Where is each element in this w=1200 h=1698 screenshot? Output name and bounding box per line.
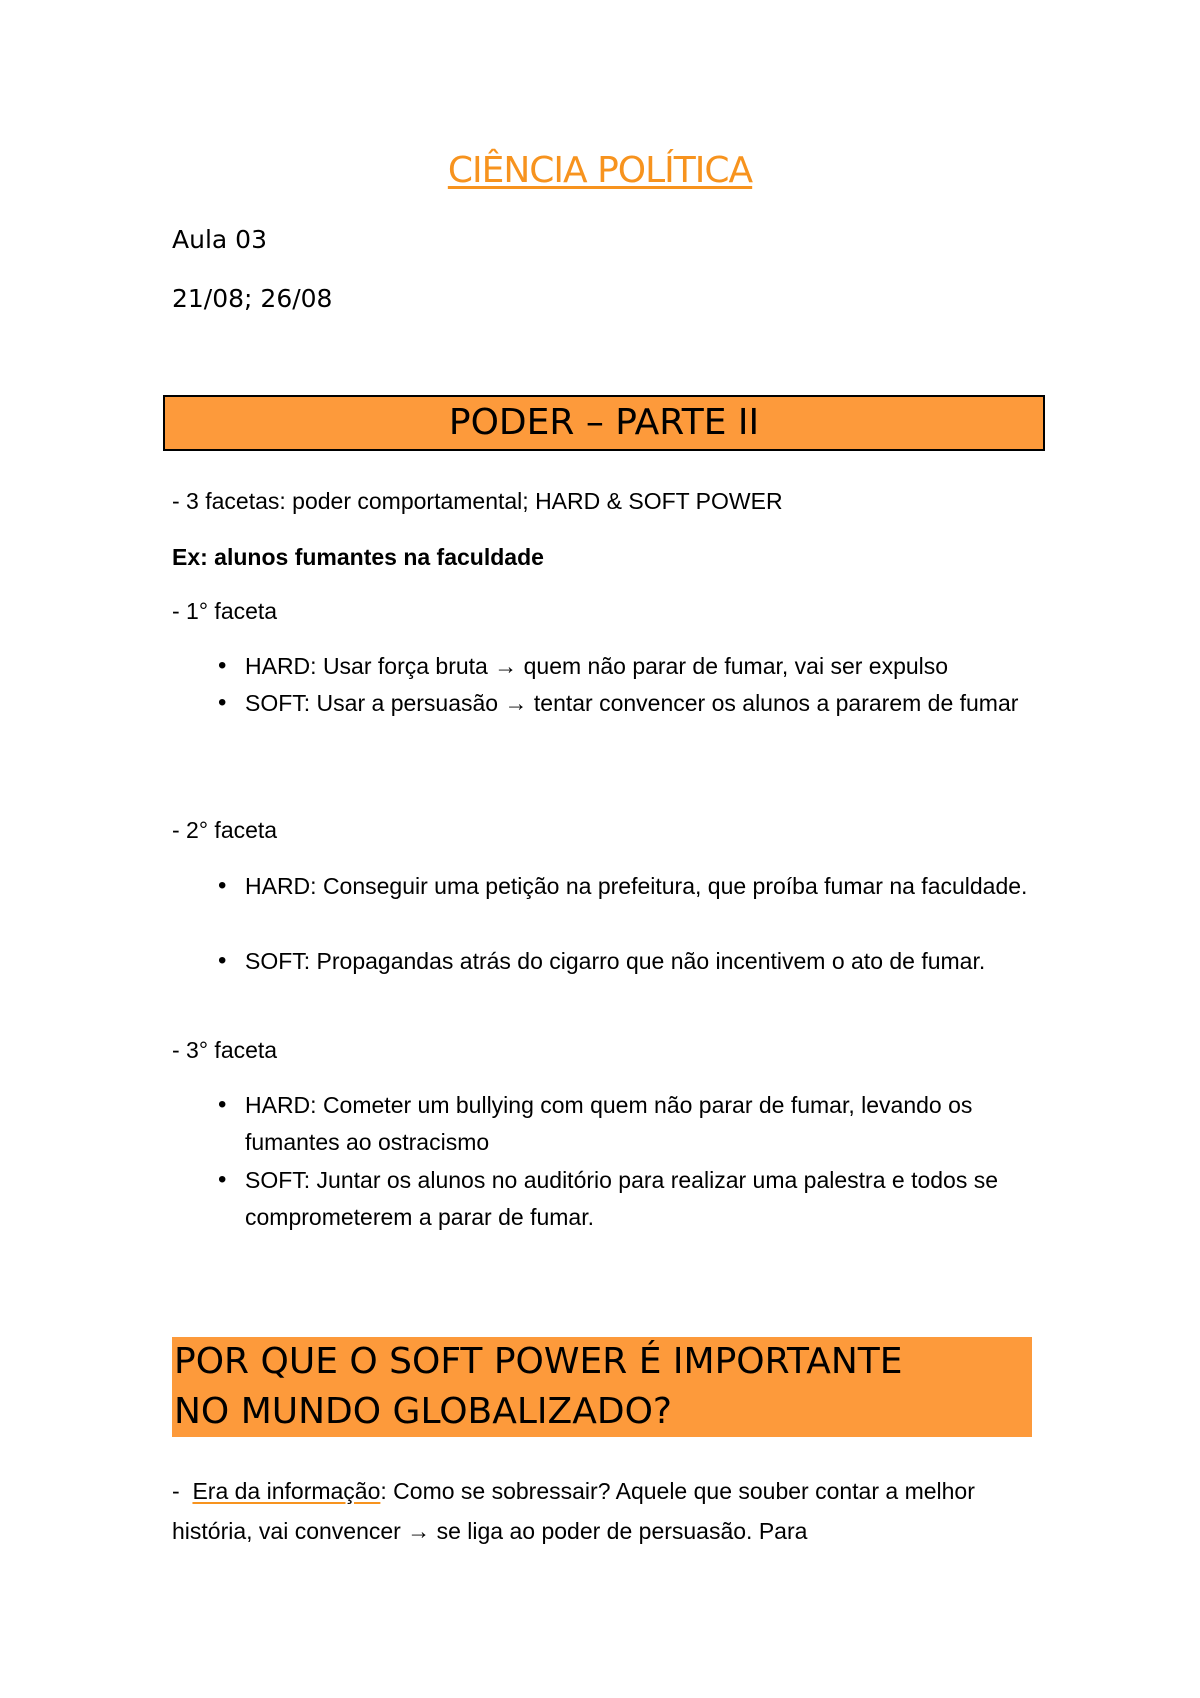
facet-2-soft: SOFT: Propagandas atrás do cigarro que não incentivem o ato de fumar. <box>245 948 986 974</box>
facet-1-soft: SOFT: Usar a persuasão → tentar convencer os alunos a pararem de fumar <box>245 690 1019 716</box>
paragraph-dash: - <box>172 1478 180 1504</box>
paragraph-era-informacao <box>172 1471 1032 1551</box>
intro-line: - 3 facetas: poder comportamental; HARD & SOFT POWER <box>172 488 783 514</box>
facet-3-label: - 3° faceta <box>172 1037 278 1063</box>
facet-3-hard: HARD: Cometer um bullying com quem não parar de fumar, levando os fumantes ao ostracismo <box>245 1092 973 1155</box>
section-heading-poder: PODER – PARTE II <box>163 395 1045 451</box>
bullet-icon: • <box>218 947 227 974</box>
section-heading-soft-power <box>172 1337 1032 1437</box>
era-informacao-term: Era da informação <box>192 1478 381 1504</box>
bullet-icon: • <box>218 1091 227 1118</box>
dates-label: 21/08; 26/08 <box>172 284 333 313</box>
paragraph-text: : Como se sobressair? Aquele que souber contar a melhor história, vai convencer → se liga ao poder de persuasão. Para <box>172 1478 975 1544</box>
example-line: Ex: alunos fumantes na faculdade <box>172 544 544 570</box>
facet-2-label: - 2° faceta <box>172 817 278 843</box>
document-title: CIÊNCIA POLÍTICA <box>447 150 753 191</box>
bullet-icon: • <box>218 652 227 679</box>
facet-1-label: - 1° faceta <box>172 598 278 624</box>
facet-1-hard: HARD: Usar força bruta → quem não parar de fumar, vai ser expulso <box>245 653 949 679</box>
bullet-icon: • <box>218 1166 227 1193</box>
bullet-icon: • <box>218 689 227 716</box>
bullet-icon: • <box>218 872 227 899</box>
facet-2-hard: HARD: Conseguir uma petição na prefeitura, que proíba fumar na faculdade. <box>245 873 1028 899</box>
section-heading-line-2: NO MUNDO GLOBALIZADO? <box>174 1391 673 1432</box>
section-heading-line-1: POR QUE O SOFT POWER É IMPORTANTE <box>174 1341 903 1382</box>
lesson-label: Aula 03 <box>172 225 267 254</box>
facet-3-soft: SOFT: Juntar os alunos no auditório para realizar uma palestra e todos se comprometerem a parar de fumar. <box>245 1167 999 1230</box>
